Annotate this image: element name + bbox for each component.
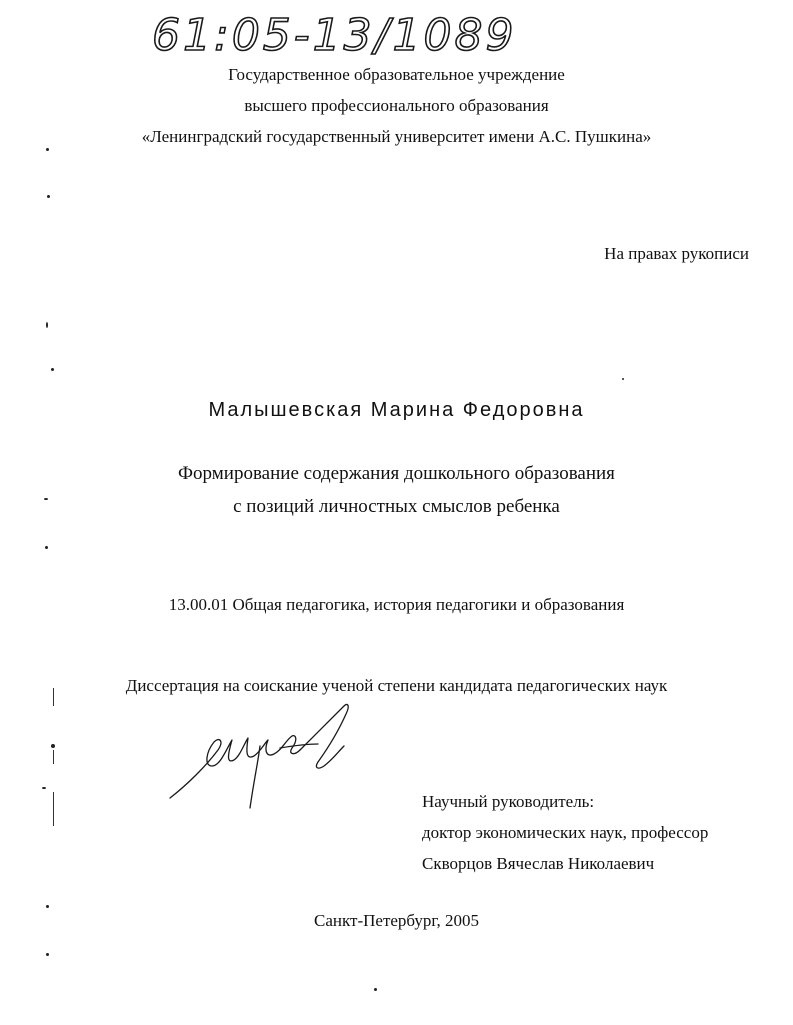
place-and-year: Санкт-Петербург, 2005 [314, 911, 479, 930]
author-name: Малышевская Марина Федоровна [208, 399, 585, 421]
scan-speck [45, 546, 48, 549]
scan-speck [42, 787, 46, 789]
scan-speck [47, 195, 50, 198]
scan-tick [53, 688, 54, 706]
scan-tick [53, 750, 54, 764]
rights-note: На правах рукописи [604, 244, 749, 263]
scan-speck [374, 988, 377, 991]
scan-speck [44, 498, 48, 500]
institution-line-3: «Ленинградский государственный университет имени А.С. Пушкина» [141, 127, 652, 146]
scan-speck [46, 905, 49, 908]
scan-speck [51, 744, 55, 748]
title-line-1: Формирование содержания дошкольного образования [178, 463, 615, 484]
scan-speck [46, 322, 48, 328]
scan-tick [53, 792, 54, 826]
title-line-2: с позиций личностных смыслов ребенка [233, 496, 560, 517]
supervisor-credentials: доктор экономических наук, профессор [422, 823, 709, 842]
archive-stamp-text: 61:05-13/1089 [152, 10, 517, 61]
institution-line-2: высшего профессионального образования [244, 96, 549, 115]
supervisor-name: Скворцов Вячеслав Николаевич [422, 854, 655, 873]
author-signature [168, 700, 378, 815]
archive-stamp-handwriting [150, 2, 517, 62]
scan-speck [51, 368, 54, 371]
specialty-code: 13.00.01 Общая педагогика, история педагогики и образования [168, 595, 625, 614]
institution-line-1: Государственное образовательное учреждение [228, 65, 565, 84]
scan-speck [46, 953, 49, 956]
scan-speck [622, 378, 624, 380]
scan-speck [46, 148, 49, 151]
supervisor-label: Научный руководитель: [422, 792, 595, 811]
degree-statement: Диссертация на соискание ученой степени кандидата педагогических наук [125, 676, 668, 695]
